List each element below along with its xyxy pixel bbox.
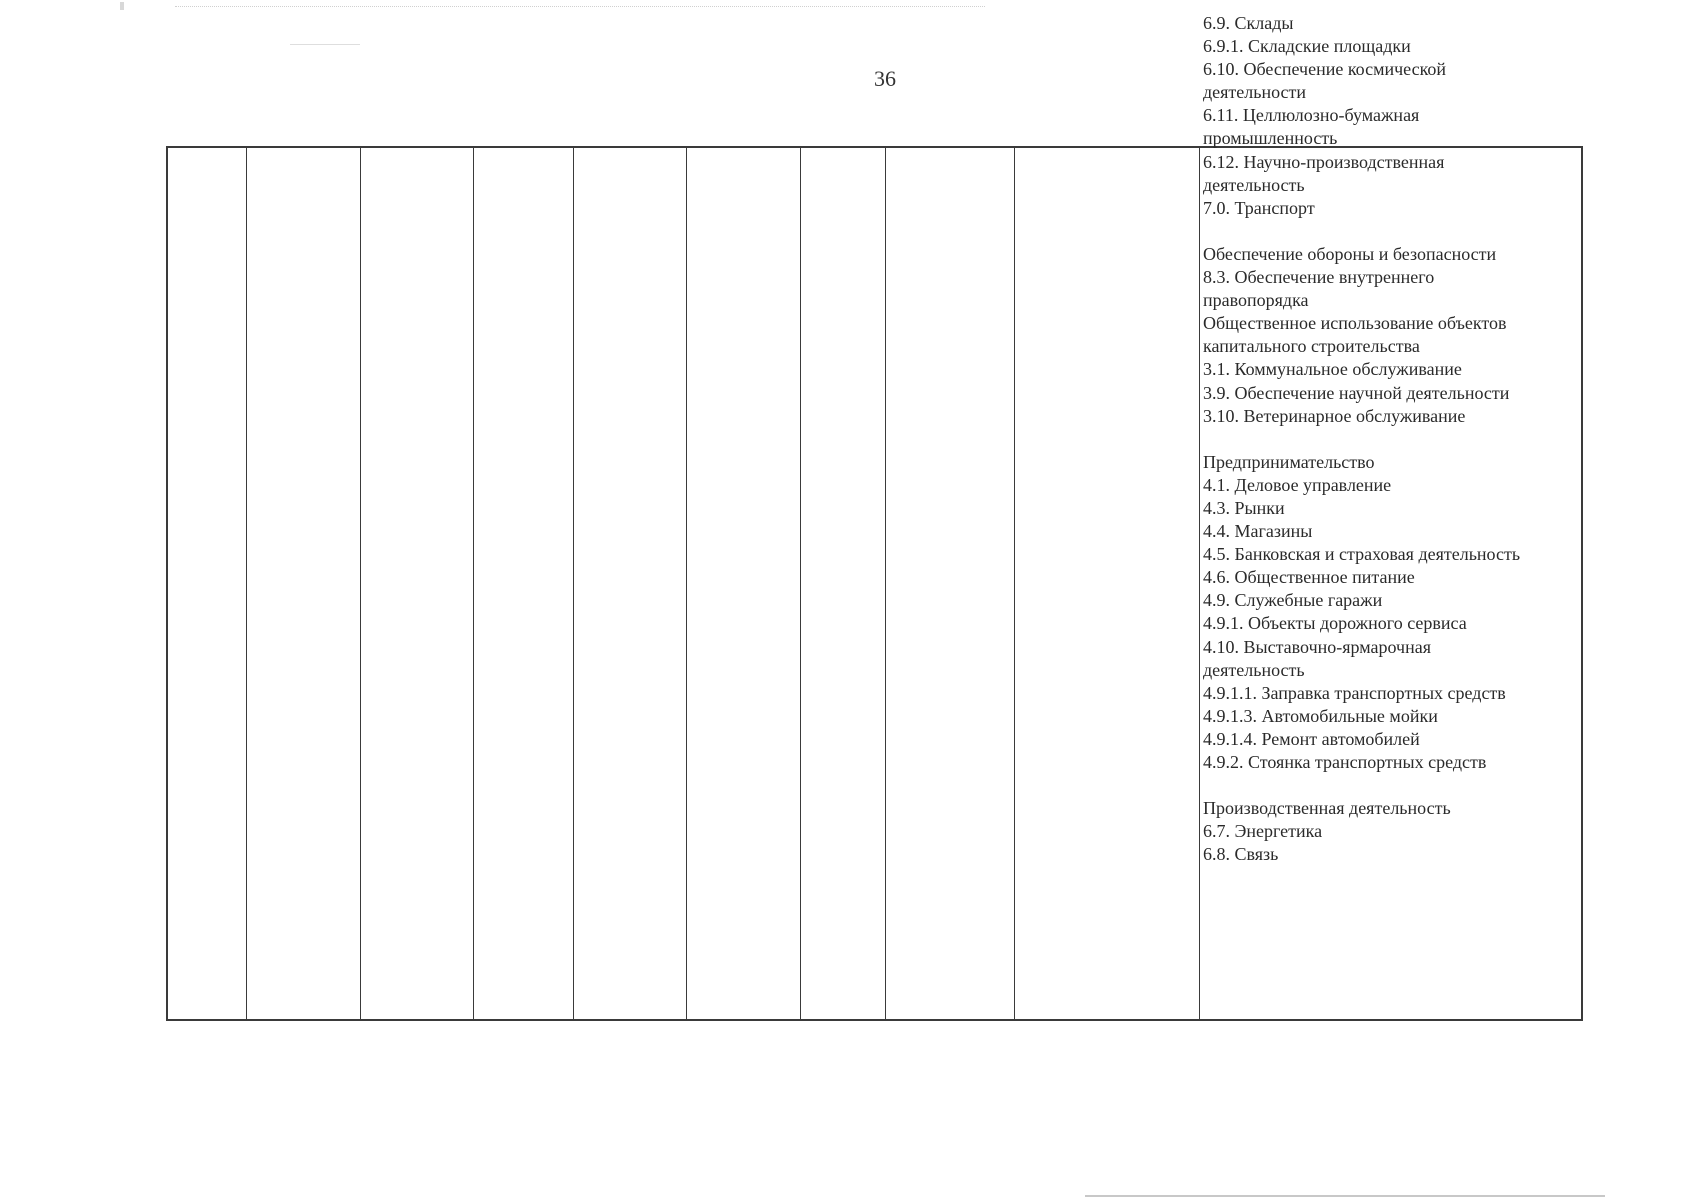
permitted-use-line: 4.3. Рынки xyxy=(1203,497,1285,518)
column-divider-7 xyxy=(885,148,886,1019)
column-divider-3 xyxy=(473,148,474,1019)
permitted-use-line: правопорядка xyxy=(1203,290,1309,311)
permitted-use-line: промышленность xyxy=(1203,128,1338,149)
scan-artifact-top xyxy=(175,6,985,8)
permitted-use-line: деятельность xyxy=(1203,659,1305,680)
permitted-use-line: 4.9. Служебные гаражи xyxy=(1203,590,1383,611)
permitted-use-line: 3.1. Коммунальное обслуживание xyxy=(1203,359,1462,380)
permitted-use-line: 4.9.1. Объекты дорожного сервиса xyxy=(1203,613,1467,634)
permitted-use-list-cell xyxy=(1203,12,1615,866)
permitted-use-line: деятельность xyxy=(1203,174,1305,195)
permitted-use-line: 4.5. Банковская и страховая деятельность xyxy=(1203,544,1521,565)
scan-artifact-bottom xyxy=(1085,1195,1605,1197)
column-divider-8 xyxy=(1014,148,1015,1019)
permitted-use-line: 4.9.1.4. Ремонт автомобилей xyxy=(1203,728,1420,749)
permitted-use-line: Обеспечение обороны и безопасности xyxy=(1203,243,1497,264)
page-number: 36 xyxy=(874,66,896,91)
permitted-use-line: 4.4. Магазины xyxy=(1203,521,1313,542)
permitted-use-line: деятельности xyxy=(1203,82,1307,103)
scan-artifact-top-line xyxy=(290,44,360,45)
permitted-use-line: 6.10. Обеспечение космической xyxy=(1203,59,1447,80)
column-divider-1 xyxy=(246,148,247,1019)
permitted-use-line: 4.9.2. Стоянка транспортных средств xyxy=(1203,752,1487,772)
column-divider-5 xyxy=(686,148,687,1019)
permitted-use-line: 6.12. Научно-производственная xyxy=(1203,151,1445,172)
permitted-use-line: Производственная деятельность xyxy=(1203,798,1451,819)
column-divider-6 xyxy=(800,148,801,1019)
permitted-use-line: 6.9. Склады xyxy=(1203,13,1294,33)
permitted-use-line xyxy=(1203,220,1615,243)
permitted-use-line: 6.7. Энергетика xyxy=(1203,821,1323,842)
permitted-use-line: 6.9.1. Складские площадки xyxy=(1203,36,1411,57)
permitted-use-line: 8.3. Обеспечение внутреннего xyxy=(1203,267,1435,288)
permitted-use-line: 3.10. Ветеринарное обслуживание xyxy=(1203,405,1466,426)
permitted-use-line: 4.1. Деловое управление xyxy=(1203,474,1392,495)
permitted-use-line: Общественное использование объектов xyxy=(1203,313,1507,334)
permitted-use-line: капитального строительства xyxy=(1203,336,1420,357)
permitted-use-line: Предпринимательство xyxy=(1203,451,1375,472)
permitted-use-line: 3.9. Обеспечение научной деятельности xyxy=(1203,382,1510,403)
column-divider-2 xyxy=(360,148,361,1019)
permitted-use-line xyxy=(1203,428,1615,451)
permitted-use-line xyxy=(1203,774,1615,797)
permitted-use-line: 4.10. Выставочно-ярмарочная xyxy=(1203,636,1432,657)
scan-artifact-top-left xyxy=(120,2,124,10)
permitted-use-line: 4.9.1.1. Заправка транспортных средств xyxy=(1203,682,1506,703)
permitted-use-line: 6.11. Целлюлозно-бумажная xyxy=(1203,105,1420,126)
column-divider-9 xyxy=(1199,148,1200,1019)
column-divider-4 xyxy=(573,148,574,1019)
permitted-use-line: 4.9.1.3. Автомобильные мойки xyxy=(1203,705,1438,726)
permitted-use-line: 4.6. Общественное питание xyxy=(1203,567,1415,588)
permitted-use-line: 7.0. Транспорт xyxy=(1203,197,1315,218)
permitted-use-line: 6.8. Связь xyxy=(1203,844,1279,865)
